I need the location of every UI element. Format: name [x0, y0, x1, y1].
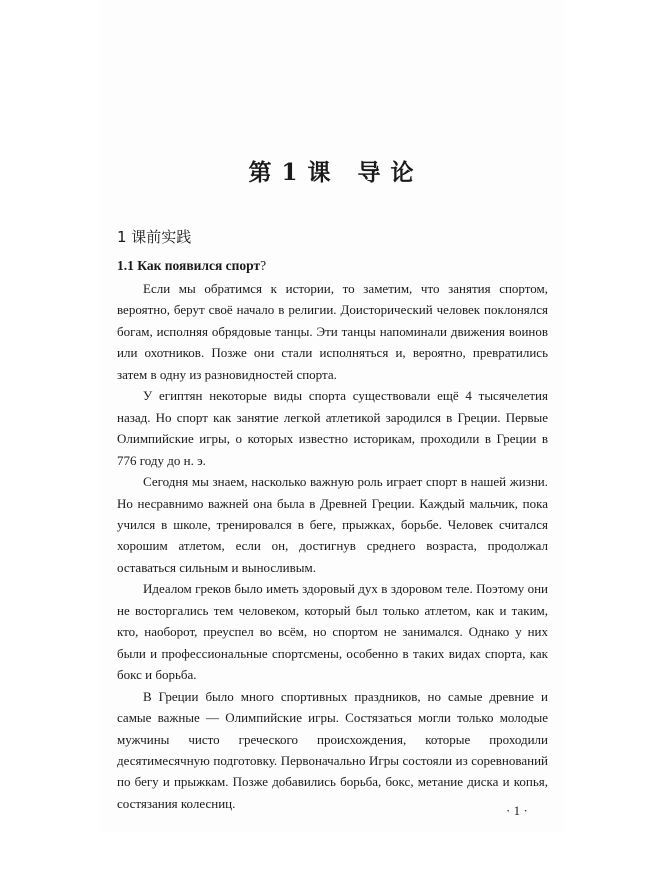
subsection-title	[117, 258, 266, 274]
subsection-title-text: 1.1 Как появился спорт	[117, 258, 261, 273]
paragraph-5: В Греции было много спортивных праздников, но самые древние и самые важные — Олимпийские игры. Состязаться могли только молодые мужчины чисто греческого происхождения, которые проходили десятимесячную подготовку. Первоначально Игры состояли из соревнований по бегу и прыжкам. Позже добавились борьба, бокс, метание диска и копья, состязания колесниц.	[117, 688, 548, 811]
body-text	[117, 278, 548, 814]
paragraph-2: У египтян некоторые виды спорта существовали ещё 4 тысячелетия назад. Но спорт как занятие легкой атлетикой зародился в Греции. Первые Олимпийские игры, о которых известно историкам, проходили в Греции в 776 году до н. э.	[117, 388, 548, 468]
paragraph-4: Идеалом греков было иметь здоровый дух в здоровом теле. Поэтому они не восторгались тем человеком, который был только атлетом, как и таким, кто, наоборот, преуспел во всём, но спортом не занимался. Однако у них были и профессиональные спортсмены, особенно в таких видах спорта, как бокс и борьба.	[117, 581, 548, 683]
section-title: 1 课前实践	[117, 228, 192, 246]
paragraph-3: Сегодня мы знаем, насколько важную роль играет спорт в нашей жизни. Но несравнимо важней она была в Древней Греции. Каждый мальчик, пока учился в школе, тренировался в беге, прыжках, борьбе. Человек считался хорошим атлетом, если он, достигнув среднего возраста, продолжал оставаться сильным и выносливым.	[117, 474, 548, 575]
lesson-number: 第 1 课	[248, 159, 332, 186]
page-number: · 1 ·	[506, 803, 528, 818]
subsection-question-mark: ?	[260, 258, 267, 273]
paragraph-1: Если мы обратимся к истории, то заметим, что занятия спортом, вероятно, берут своё начало в религии. Доисторический человек поклонялся богам, исполняя обрядовые танцы. Эти танцы напоминали движения воинов или охотников. Позже они стали исполняться и, вероятно, превратились затем в одну из разновидностей спорта.	[117, 281, 548, 382]
lesson-title	[0, 154, 663, 187]
lesson-name: 导 论	[357, 159, 415, 186]
